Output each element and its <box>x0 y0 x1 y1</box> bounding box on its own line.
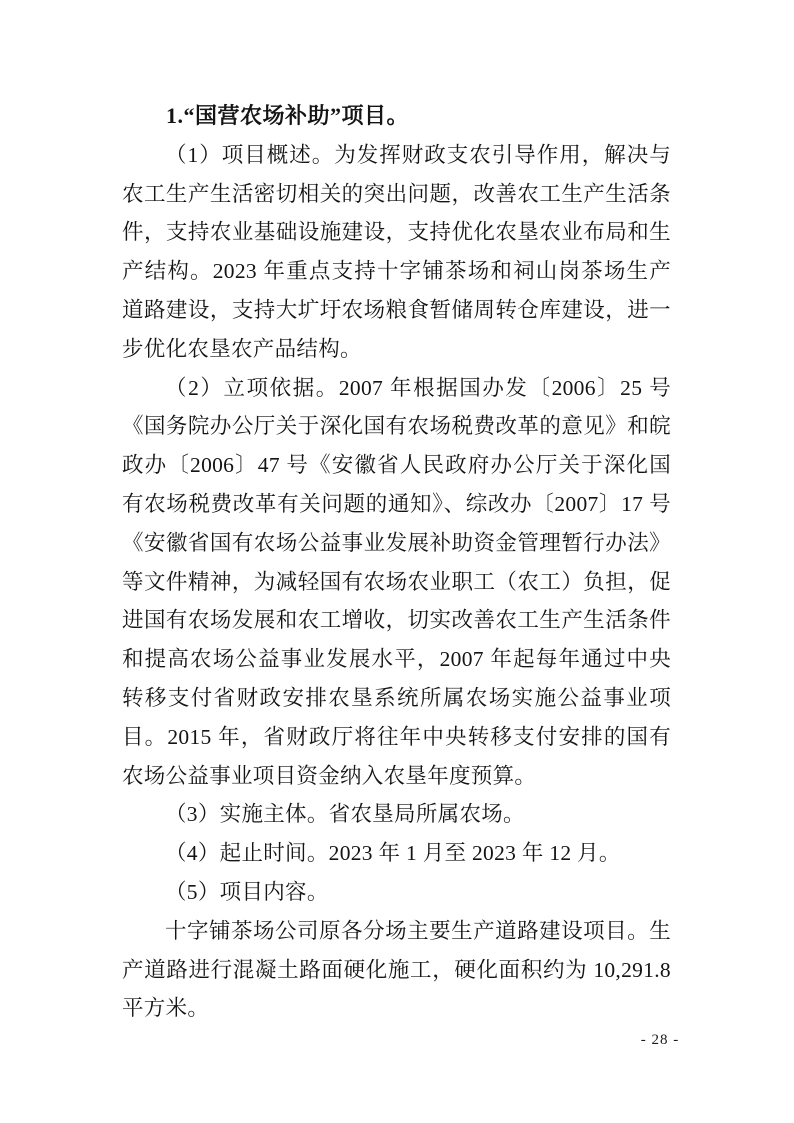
paragraph-project-content-detail: 十字铺茶场公司原各分场主要生产道路建设项目。生产道路进行混凝土路面硬化施工，硬化面积约为 10,291.8 平方米。 <box>122 918 671 1021</box>
document-content <box>122 97 671 1028</box>
page-number: - 28 - <box>640 1032 680 1048</box>
paragraph-project-overview: （1）项目概述。为发挥财政支农引导作用，解决与农工生产生活密切相关的突出问题，改善农工生产生活条件，支持农业基础设施建设，支持优化农垦农业布局和生产结构。2023 年重点支持十字铺茶场和祠山岗茶场生产道路建设，支持大圹圩农场粮食暂储周转仓库建设，进一步优化农垦农产品结构。 <box>122 142 671 361</box>
paragraph-time-period: （4）起止时间。2023 年 1 月至 2023 年 12 月。 <box>165 841 621 866</box>
section-heading: 1.“国营农场补助”项目。 <box>166 103 410 128</box>
paragraph-approval-basis: （2）立项依据。2007 年根据国办发〔2006〕25 号《国务院办公厅关于深化国有农场税费改革的意见》和皖政办〔2006〕47 号《安徽省人民政府办公厅关于深化国有农场税费改革有关问题的通知》、综改办〔2007〕17 号《安徽省国有农场公益事业发展补助资金管理暂行办法》等文件精神，为减轻国有农场农业职工（农工）负担，促进国有农场发展和农工增收，切实改善农工生产生活条件和提高农场公益事业发展水平，2007 年起每年通过中央转移支付省财政安排农垦系统所属农场实施公益事业项目。2015 年，省财政厅将往年中央转移支付安排的国有农场公益事业项目资金纳入农垦年度预算。 <box>122 375 671 788</box>
paragraph-project-content-label: （5）项目内容。 <box>165 879 329 904</box>
paragraph-implementing-body: （3）实施主体。省农垦局所属农场。 <box>165 802 525 827</box>
